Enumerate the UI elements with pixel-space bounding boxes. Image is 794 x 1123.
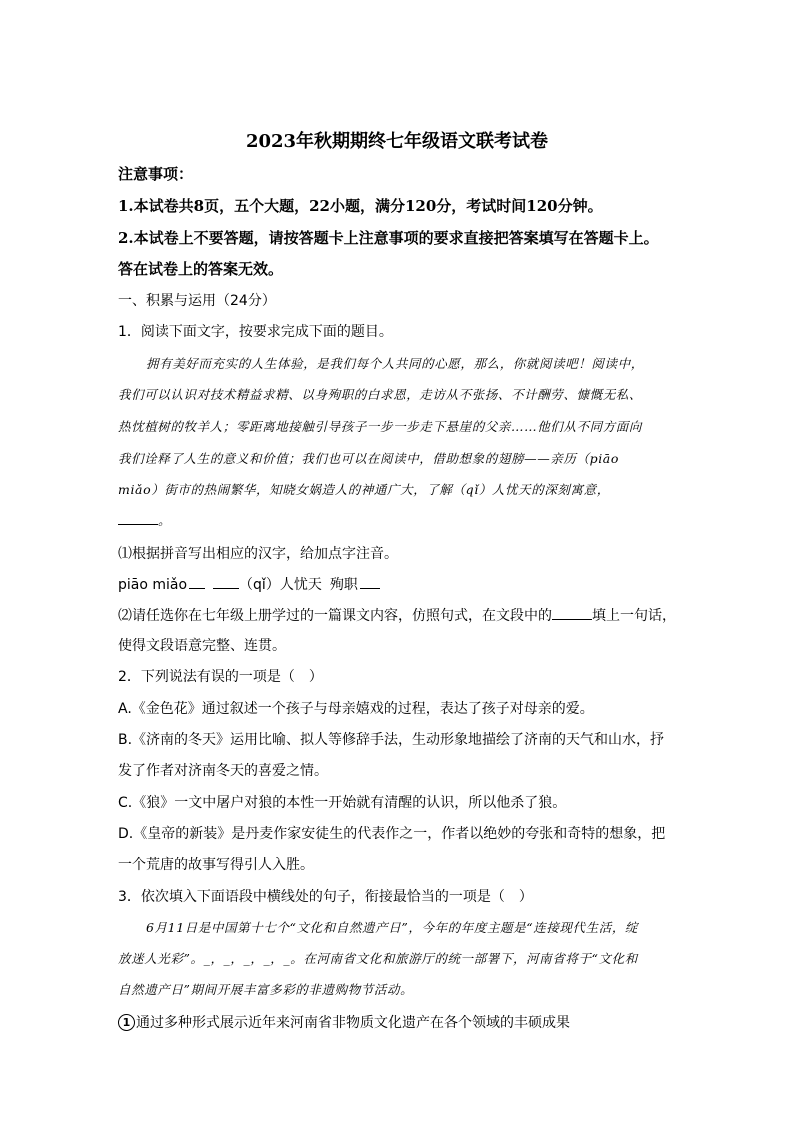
q1-passage-line-5: miǎo）街市的热闹繁华，知晓女娲造人的神通广大，了解（qǐ）人忧天的深刻寓意， xyxy=(118,482,610,497)
q2-option-d-line-2: 一个荒唐的故事写得引人入胜。 xyxy=(118,857,314,873)
pinyin-piaomiao: piāo miǎo xyxy=(118,577,188,593)
q1-sub-2-line-2: 使得文段语意完整、连贯。 xyxy=(118,638,286,654)
q1-passage-line-1: 拥有美好而充实的人生体验，是我们每个人共同的心愿，那么，你就阅读吧！阅读中， xyxy=(146,356,644,371)
question-1-stem: 1．阅读下面文字，按要求完成下面的题目。 xyxy=(118,324,393,340)
q1-sub-2-text-before: ⑵请任选你在七年级上册学过的一篇课文内容，仿照句式，在文段中的 xyxy=(118,608,552,624)
q3-passage-line-1: 6月11日是中国第十七个“文化和自然遗产日”，今年的年度主题是“连接现代生活，绽 xyxy=(146,920,639,935)
question-3-stem: 3．依次填入下面语段中横线处的句子，衔接最恰当的一项是（ ） xyxy=(118,889,533,905)
notice-item-2-line-1: 2.本试卷上不要答题，请按答题卡上注意事项的要求直接把答案填写在答题卡上。 xyxy=(118,229,659,247)
q1-passage-blank-line xyxy=(118,510,171,529)
q1-passage-end: 。 xyxy=(158,513,172,528)
q2-option-c: C.《狼》一文中屠户对狼的本性一开始就有清醒的认识，所以他杀了狼。 xyxy=(118,795,567,811)
q3-item-1 xyxy=(118,1012,570,1032)
notice-item-2-line-2: 答在试卷上的答案无效。 xyxy=(118,260,284,278)
question-2-stem: 2．下列说法有误的一项是（ ） xyxy=(118,669,323,685)
notice-item-1: 1.本试卷共8页，五个大题，22小题，满分120分，考试时间120分钟。 xyxy=(118,197,603,215)
page-title: 2023年秋期期终七年级语文联考试卷 xyxy=(245,131,549,152)
pinyin-qi-phrase: （qǐ）人忧天 xyxy=(239,577,322,593)
q2-option-d-line-1: D.《皇帝的新装》是丹麦作家安徒生的代表作之一，作者以绝妙的夸张和奇特的想象，把 xyxy=(118,826,666,842)
word-xunzhi: 殉职 xyxy=(329,577,358,593)
section-1-heading: 一、积累与运用（24分） xyxy=(118,293,276,309)
q2-option-b-line-2: 发了作者对济南冬天的喜爱之情。 xyxy=(118,763,328,779)
circled-number-1: 1 xyxy=(118,1014,135,1031)
q3-passage-line-2: 放迷人光彩”。_，_，_，_，_。在河南省文化和旅游厅的统一部署下，河南省将于“文化和 xyxy=(118,951,638,966)
answer-blank xyxy=(552,605,592,620)
answer-blank xyxy=(213,574,239,589)
q1-sub-1-answer-line xyxy=(118,574,380,594)
q1-passage-line-4: 我们诠释了人生的意义和价值；我们也可以在阅读中，借助想象的翅膀——亲历（piāo xyxy=(118,451,619,466)
q1-passage-line-3: 热忱植树的牧羊人；零距离地接触引导孩子一步一步走下悬崖的父亲……他们从不同方面向 xyxy=(118,419,643,434)
answer-blank xyxy=(360,574,380,589)
q1-passage-line-2: 我们可以认识对技术精益求精、以身殉职的白求恩，走访从不张扬、不计酬劳、慷慨无私、 xyxy=(118,387,643,402)
answer-blank xyxy=(118,510,158,525)
answer-blank xyxy=(189,574,205,589)
q3-passage-line-3: 自然遗产日”期间开展丰富多彩的非遗购物节活动。 xyxy=(118,982,414,997)
q2-option-b-line-1: B.《济南的冬天》运用比喻、拟人等修辞手法，生动形象地描绘了济南的天气和山水，抒 xyxy=(118,732,665,748)
q2-option-a: A.《金色花》通过叙述一个孩子与母亲嬉戏的过程，表达了孩子对母亲的爱。 xyxy=(118,701,594,717)
notice-heading: 注意事项： xyxy=(118,165,194,183)
q3-item-1-text: 通过多种形式展示近年来河南省非物质文化遗产在各个领域的丰硕成果 xyxy=(136,1015,570,1031)
q1-sub-1: ⑴根据拼音写出相应的汉字，给加点字注音。 xyxy=(118,546,398,562)
q1-sub-2-line-1 xyxy=(118,605,676,625)
q1-sub-2-text-after: 填上一句话， xyxy=(592,608,676,624)
